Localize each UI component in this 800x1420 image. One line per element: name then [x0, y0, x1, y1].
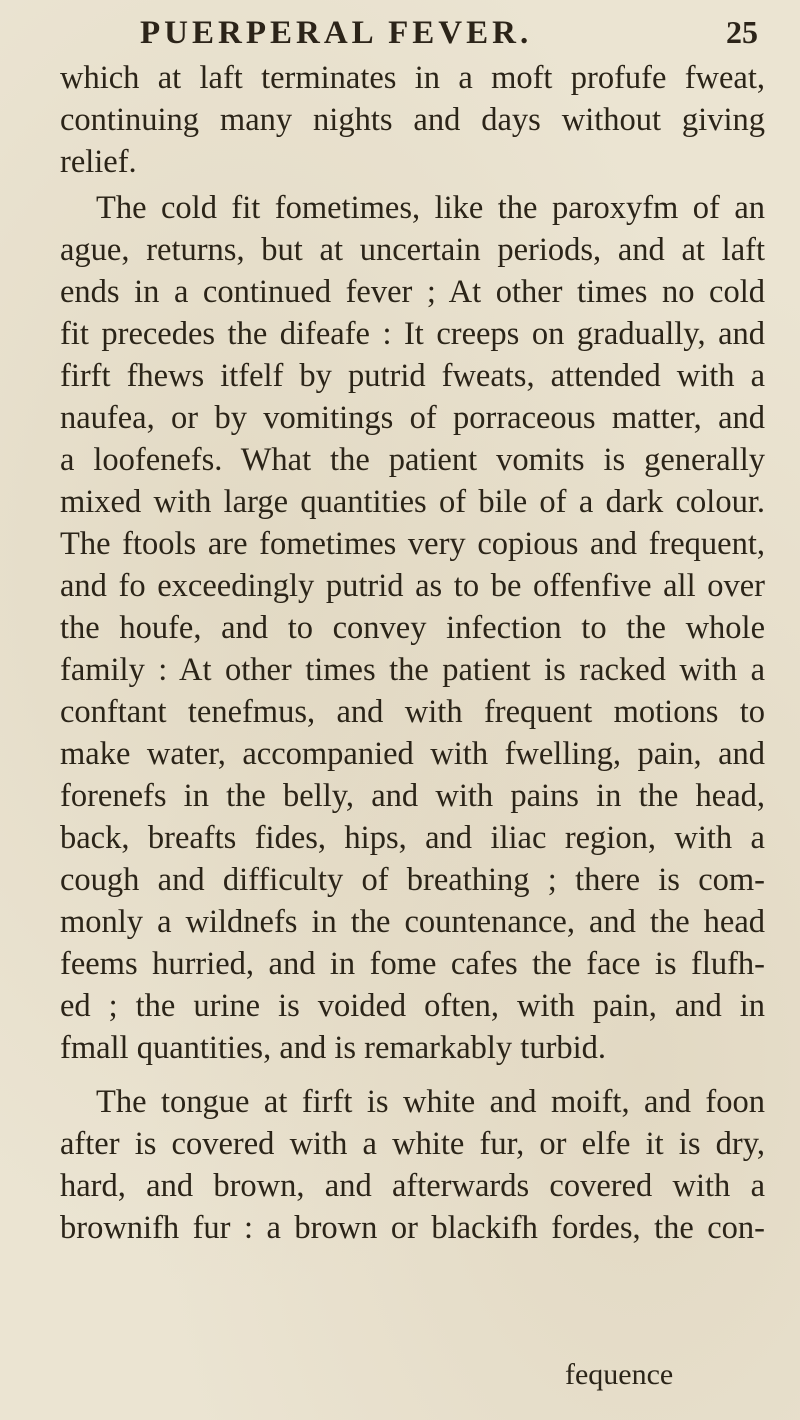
text-line: hard, and brown, and afterwards covered with a	[60, 1168, 765, 1204]
text-line: feems hurried, and in fome cafes the face is flufh-	[60, 946, 765, 982]
text-line: forenefs in the belly, and with pains in the head,	[60, 778, 765, 814]
text-line: brownifh fur : a brown or blackifh fordes, the con-	[60, 1210, 765, 1246]
text-line: family : At other times the patient is racked with a	[60, 652, 765, 688]
text-line: after is covered with a white fur, or elfe it is dry,	[60, 1126, 765, 1162]
running-head	[140, 12, 760, 54]
text-line: fmall quantities, and is remarkably turbid.	[60, 1030, 607, 1066]
text-line: naufea, or by vomitings of porraceous matter, and	[60, 400, 765, 436]
text-line: relief.	[60, 144, 137, 180]
text-line: which at laft terminates in a moft profufe fweat,	[60, 60, 765, 96]
text-line: The cold fit fometimes, like the paroxyfm of an	[96, 190, 765, 226]
text-line: monly a wildnefs in the countenance, and the head	[60, 904, 765, 940]
running-title: PUERPERAL FEVER.	[140, 14, 533, 51]
text-line: mixed with large quantities of bile of a dark colour.	[60, 484, 765, 520]
text-line: and fo exceedingly putrid as to be offenfive all over	[60, 568, 765, 604]
text-line: The ftools are fometimes very copious and frequent,	[60, 526, 765, 562]
text-line: continuing many nights and days without giving	[60, 102, 765, 138]
text-line: fit precedes the difeafe : It creeps on gradually, and	[60, 316, 765, 352]
text-line: ed ; the urine is voided often, with pain, and in	[60, 988, 765, 1024]
text-line: cough and difficulty of breathing ; there is com-	[60, 862, 765, 898]
text-line: back, breafts fides, hips, and iliac region, with a	[60, 820, 765, 856]
text-line: make water, accompanied with fwelling, pain, and	[60, 736, 765, 772]
text-line: firft fhews itfelf by putrid fweats, attended with a	[60, 358, 765, 394]
text-line: ends in a continued fever ; At other times no cold	[60, 274, 765, 310]
catchword: fequence	[565, 1358, 674, 1391]
text-line: a loofenefs. What the patient vomits is generally	[60, 442, 765, 478]
text-line: conftant tenefmus, and with frequent motions to	[60, 694, 765, 730]
text-line: ague, returns, but at uncertain periods, and at laft	[60, 232, 765, 268]
page-number: 25	[726, 14, 758, 50]
text-line: The tongue at firft is white and moift, and foon	[96, 1084, 765, 1120]
text-line: the houfe, and to convey infection to the whole	[60, 610, 765, 646]
